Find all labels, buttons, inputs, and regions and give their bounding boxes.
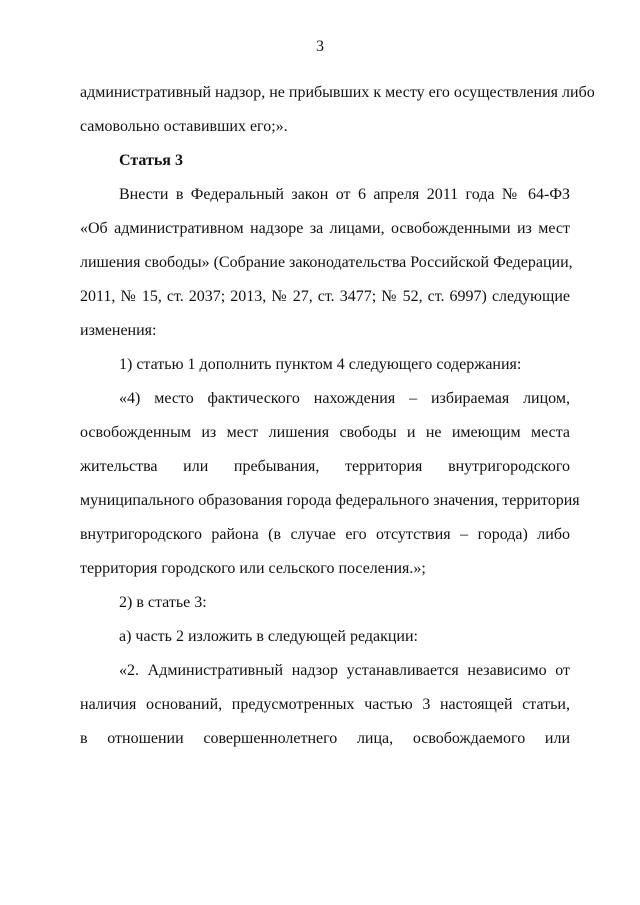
page-number: 3 [316,38,324,55]
text-line: наличия оснований, предусмотренных частью 3 настоящей статьи, [80,696,570,713]
text-line: муниципального образования города федерального значения, территория [80,492,580,509]
text-line: внутригородского района (в случае его отсутствия – города) либо [80,526,570,543]
text-line: освобожденным из мест лишения свободы и не имеющим места [80,424,570,441]
text-line: территория городского или сельского поселения.»; [80,560,426,577]
text-line: жительства или пребывания, территория внутригородского [80,458,570,475]
text-line: «4) место фактического нахождения – избираемая лицом, [119,390,570,407]
text-line: самовольно оставивших его;». [80,118,288,135]
text-line: 2011, № 15, ст. 2037; 2013, № 27, ст. 3477; № 52, ст. 6997) следующие [80,288,570,305]
document-body [80,76,595,756]
text-line: Внести в Федеральный закон от 6 апреля 2011 года № 64-ФЗ [119,186,570,203]
text-line: административный надзор, не прибывших к месту его осуществления либо [80,84,595,101]
text-line: а) часть 2 изложить в следующей редакции: [119,628,418,645]
text-line: «Об административном надзоре за лицами, освобожденными из мест [80,220,570,237]
text-line: лишения свободы» (Собрание законодательства Российской Федерации, [80,254,573,271]
text-line: 1) статью 1 дополнить пунктом 4 следующего содержания: [119,356,522,373]
text-line: «2. Административный надзор устанавливается независимо от [119,662,570,679]
text-line: в отношении совершеннолетнего лица, освобождаемого или [80,730,570,747]
text-line: 2) в статье 3: [119,594,207,611]
text-line: изменения: [80,322,157,339]
article-heading: Статья 3 [119,152,183,169]
